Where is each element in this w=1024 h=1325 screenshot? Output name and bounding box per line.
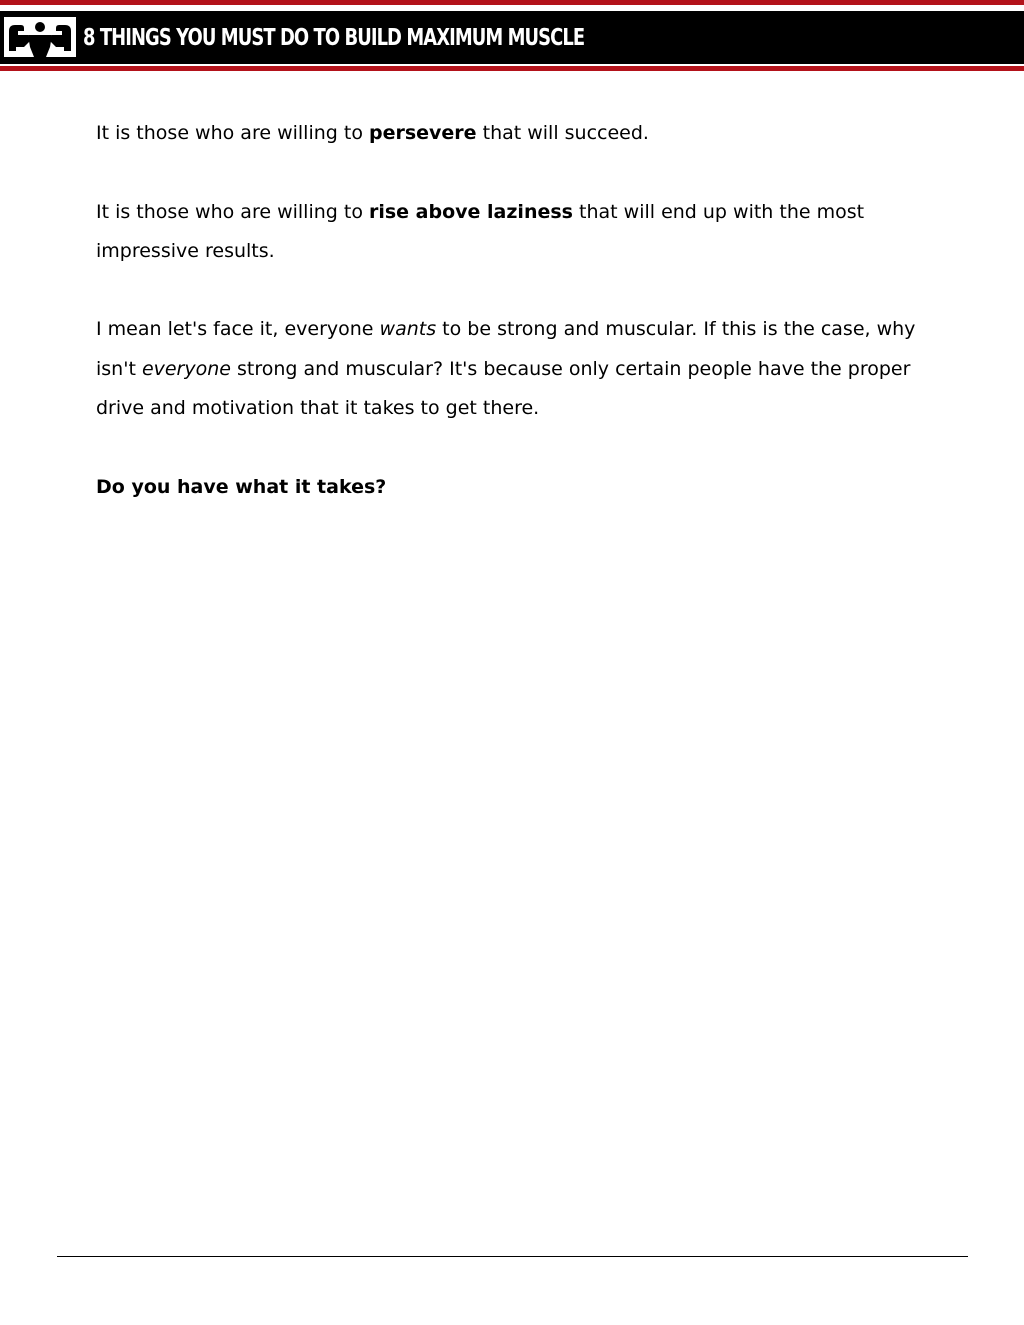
p3-text-2: to be strong and muscular. If this is the case, why isn't bbox=[96, 318, 916, 380]
p3-italic-everyone: everyone bbox=[141, 357, 231, 380]
footer-rule bbox=[57, 1256, 968, 1257]
paragraph-question bbox=[96, 468, 916, 507]
p1-text-before: It is those who are willing to bbox=[96, 122, 369, 144]
p2-emphasis: rise above laziness bbox=[368, 200, 573, 223]
header-banner bbox=[0, 9, 1024, 64]
header-top-rule bbox=[0, 0, 1024, 5]
p2-text-before: It is those who are willing to bbox=[96, 200, 369, 223]
flexing-bodybuilder-icon bbox=[4, 17, 76, 57]
document-body bbox=[96, 114, 916, 546]
closing-question: Do you have what it takes? bbox=[96, 475, 387, 498]
paragraph-motivation bbox=[96, 310, 916, 428]
paragraph-laziness bbox=[96, 193, 916, 272]
p3-text-1: I mean let's face it, everyone bbox=[96, 318, 380, 341]
paragraph-persevere bbox=[96, 114, 916, 153]
p2-text-after: that will end up with the most impressive results. bbox=[96, 200, 865, 262]
header-title: 8 THINGS YOU MUST DO TO BUILD MAXIMUM MUSCLE bbox=[83, 25, 585, 51]
p1-text-after: that will succeed. bbox=[476, 122, 649, 144]
header-bottom-rule bbox=[0, 64, 1024, 71]
p3-italic-wants: wants bbox=[379, 318, 437, 341]
p1-emphasis: persevere bbox=[368, 122, 477, 144]
p3-text-3: strong and muscular? It's because only certain people have the proper drive and motivation that it takes to get there. bbox=[96, 357, 911, 420]
